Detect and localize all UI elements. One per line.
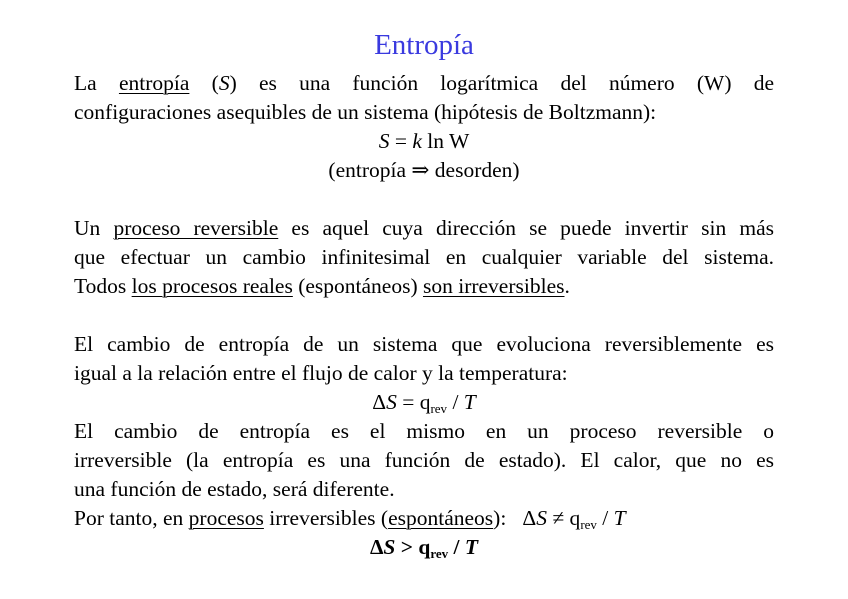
p3-line-3: El cambio de entropía es el mismo en un proceso reversible o <box>74 419 774 443</box>
term-proceso-reversible: proceso reversible <box>113 216 279 240</box>
p3-line-4: irreversible (la entropía es una función de estado). El calor, que no es <box>74 448 774 472</box>
slide-title: Entropía <box>374 29 474 61</box>
term-espontaneos: espontáneos <box>388 506 494 530</box>
p1-line-2: configuraciones asequibles de un sistema (hipótesis de Boltzmann): <box>74 100 657 124</box>
p3-line-6: Por tanto, en procesos irreversibles (espontáneos): $\Delta S \ne q_{rev} / T$ <box>74 506 626 532</box>
irreversible-inequality: $\Delta S > q_{rev} / T$ <box>369 535 479 561</box>
p2-line-3: Todos los procesos reales (espontáneos) son irreversibles. <box>74 274 570 298</box>
term-procesos-reales: los procesos reales <box>131 274 293 298</box>
p1-line-1: La entropía (S) es una función logarítmica del número (W) de <box>74 71 775 95</box>
boltzmann-equation: S = k ln W <box>378 129 470 153</box>
entropy-disorder-note: (entropía ⇒ desorden) <box>328 158 520 182</box>
p2-line-1: Un proceso reversible es aquel cuya dirección se puede invertir sin más <box>74 216 775 240</box>
p2-line-2: que efectuar un cambio infinitesimal en cualquier variable del sistema. <box>74 245 774 269</box>
p3-line-2: igual a la relación entre el flujo de calor y la temperatura: <box>74 361 568 385</box>
term-entropia: entropía <box>118 71 190 95</box>
term-procesos: procesos <box>188 506 264 530</box>
term-irreversibles: son irreversibles <box>422 274 565 298</box>
p3-line-1: El cambio de entropía de un sistema que evoluciona reversiblemente es <box>74 332 774 356</box>
p3-line-5: una función de estado, será diferente. <box>74 477 395 501</box>
reversible-entropy-equation: $\Delta S = q_{rev} / T$ <box>372 390 476 416</box>
